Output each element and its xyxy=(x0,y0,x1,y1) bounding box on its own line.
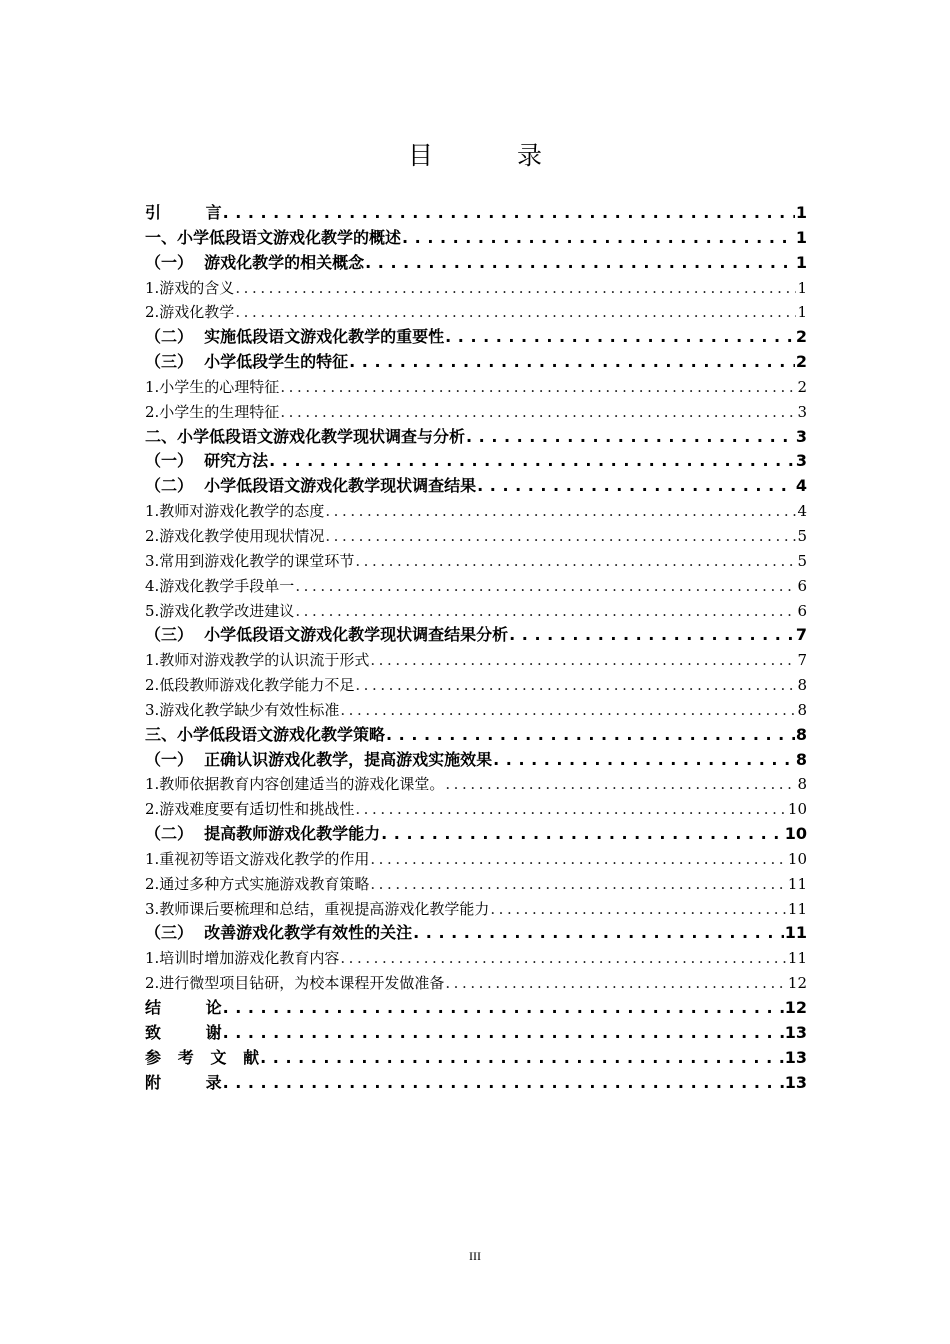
page-number: III xyxy=(469,1249,481,1263)
toc-entry[interactable] xyxy=(145,276,807,301)
toc-leader-dots xyxy=(355,673,796,698)
toc-entry[interactable] xyxy=(145,897,807,922)
toc-leader-dots xyxy=(260,1046,784,1071)
toc-entry-page: 1 xyxy=(795,203,807,222)
toc-leader-dots xyxy=(445,772,796,797)
toc-entry-page: 10 xyxy=(787,800,807,819)
toc-leader-dots xyxy=(370,648,796,673)
toc-leader-dots xyxy=(269,449,795,474)
toc-entry-page: 1 xyxy=(795,252,807,272)
toc-entry-title: （三） 改善游戏化教学有效性的关注 xyxy=(145,923,413,943)
toc-entry-title: 1.游戏的含义 xyxy=(145,278,235,297)
toc-entry-title: 一、小学低段语文游戏化教学的概述 xyxy=(145,227,402,247)
toc-entry[interactable] xyxy=(145,300,807,325)
toc-entry-title: 3.常用到游戏化教学的课堂环节 xyxy=(145,551,355,570)
toc-leader-dots xyxy=(295,574,796,599)
toc-entry[interactable] xyxy=(145,1071,807,1096)
toc-entry-title: （二） 实施低段语文游戏化教学的重要性 xyxy=(145,327,445,347)
toc-entry-title: 2.低段教师游戏化教学能力不足 xyxy=(145,676,355,695)
toc-entry[interactable] xyxy=(145,946,807,971)
toc-leader-dots xyxy=(223,1021,784,1046)
toc-entry[interactable] xyxy=(145,599,807,624)
toc-entry-title: 3.教师课后要梳理和总结，重视提高游戏化教学能力 xyxy=(145,899,490,918)
toc-leader-dots xyxy=(509,623,795,648)
toc-entry-page: 3 xyxy=(795,426,807,446)
toc-leader-dots xyxy=(355,549,796,574)
page-title: 目 录 xyxy=(408,141,580,170)
toc-entry-page: 13 xyxy=(784,1022,807,1042)
toc-entry-page: 2 xyxy=(795,352,807,372)
toc-entry-title: （三） 小学低段学生的特征 xyxy=(145,352,349,372)
toc-entry-page: 11 xyxy=(787,899,807,918)
toc-entry-title: 2.通过多种方式实施游戏教育策略 xyxy=(145,874,370,893)
toc-entry[interactable] xyxy=(145,921,807,946)
toc-entry[interactable] xyxy=(145,723,807,748)
toc-entry[interactable] xyxy=(145,698,807,723)
toc-entry-page: 13 xyxy=(784,1047,807,1067)
toc-leader-dots xyxy=(295,599,796,624)
toc-leader-dots xyxy=(340,698,796,723)
toc-entry-page: 12 xyxy=(784,998,807,1017)
toc-entry-page: 8 xyxy=(795,724,807,744)
toc-leader-dots xyxy=(466,425,795,450)
toc-entry-page: 1 xyxy=(797,303,807,322)
toc-entry-title: 1.教师依据教育内容创建适当的游戏化课堂。 xyxy=(145,775,445,794)
toc-leader-dots xyxy=(325,524,796,549)
toc-entry-page: 8 xyxy=(797,775,807,794)
toc-leader-dots xyxy=(445,325,795,350)
toc-entry-page: 11 xyxy=(784,923,807,943)
toc-entry-page: 4 xyxy=(797,502,807,521)
toc-entry-page: 10 xyxy=(784,824,807,844)
toc-entry-page: 3 xyxy=(797,402,807,421)
toc-entry[interactable] xyxy=(145,748,807,773)
toc-entry[interactable] xyxy=(145,400,807,425)
toc-entry-page: 3 xyxy=(795,451,807,471)
toc-leader-dots xyxy=(349,350,795,375)
toc-entry-title: （二） 提高教师游戏化教学能力 xyxy=(145,824,381,844)
toc-leader-dots xyxy=(223,996,784,1021)
toc-entry[interactable] xyxy=(145,822,807,847)
toc-leader-dots xyxy=(477,474,795,499)
toc-leader-dots xyxy=(235,300,796,325)
toc-leader-dots xyxy=(355,797,787,822)
toc-entry-title: 二、小学低段语文游戏化教学现状调查与分析 xyxy=(145,426,466,446)
toc-entry-page: 8 xyxy=(797,676,807,695)
toc-entry[interactable] xyxy=(145,449,807,474)
toc-entry-title: （二） 小学低段语文游戏化教学现状调查结果 xyxy=(145,476,477,496)
toc-entry-title: 4.游戏化教学手段单一 xyxy=(145,576,295,595)
toc-entry-title: （一） 研究方法 xyxy=(145,451,269,471)
toc-entry[interactable] xyxy=(145,425,807,450)
toc-entry-page: 12 xyxy=(787,974,807,993)
toc-entry-page: 11 xyxy=(787,874,807,893)
toc-entry-title: 2.游戏化教学使用现状情况 xyxy=(145,526,325,545)
toc-leader-dots xyxy=(223,201,795,226)
toc-entry-title: 1.重视初等语文游戏化教学的作用 xyxy=(145,849,370,868)
toc-leader-dots xyxy=(235,276,796,301)
toc-entry-title: 5.游戏化教学改进建议 xyxy=(145,601,295,620)
toc-entry-title: 2.进行微型项目钻研，为校本课程开发做准备 xyxy=(145,974,445,993)
toc-entry-title: 引 言 xyxy=(145,203,222,222)
toc-entry[interactable] xyxy=(145,872,807,897)
toc-entry[interactable] xyxy=(145,251,807,276)
toc-leader-dots xyxy=(413,921,784,946)
toc-entry-title: （三） 小学低段语文游戏化教学现状调查结果分析 xyxy=(145,625,509,645)
toc-entry[interactable] xyxy=(145,375,807,400)
toc-entry[interactable] xyxy=(145,797,807,822)
toc-entry-page: 7 xyxy=(795,625,807,645)
toc-entry-title: 2.游戏化教学 xyxy=(145,303,235,322)
toc-entry-title: 2.游戏难度要有适切性和挑战性 xyxy=(145,800,355,819)
toc-entry-title: （一） 正确认识游戏化教学，提高游戏实施效果 xyxy=(145,749,493,769)
toc-entry-page: 2 xyxy=(797,377,807,396)
toc-entry-title: 参 考 文 献 xyxy=(145,1047,260,1067)
toc-leader-dots xyxy=(402,226,795,251)
toc-leader-dots xyxy=(340,946,787,971)
toc-entry-page: 8 xyxy=(795,749,807,769)
toc-entry-page: 5 xyxy=(797,526,807,545)
toc-entry-page: 6 xyxy=(797,601,807,620)
toc-entry-page: 1 xyxy=(795,227,807,247)
toc-entry[interactable] xyxy=(145,648,807,673)
toc-entry-page: 1 xyxy=(797,278,807,297)
toc-entry-page: 6 xyxy=(797,576,807,595)
toc-entry[interactable] xyxy=(145,474,807,499)
toc-entry-title: 1.小学生的心理特征 xyxy=(145,377,280,396)
toc-entry-title: 2.小学生的生理特征 xyxy=(145,402,280,421)
toc-entry-title: 1.培训时增加游戏化教育内容 xyxy=(145,949,340,968)
toc-entry-page: 11 xyxy=(787,949,807,968)
toc-entry[interactable] xyxy=(145,847,807,872)
toc-entry[interactable] xyxy=(145,350,807,375)
toc-entry-page: 4 xyxy=(795,476,807,496)
toc-leader-dots xyxy=(280,400,796,425)
toc-entry-title: 结 论 xyxy=(145,998,222,1017)
toc-entry[interactable] xyxy=(145,996,807,1021)
toc-entry[interactable] xyxy=(145,623,807,648)
toc-leader-dots xyxy=(370,847,787,872)
toc-leader-dots xyxy=(280,375,796,400)
toc-entry[interactable] xyxy=(145,971,807,996)
toc-entry[interactable] xyxy=(145,499,807,524)
toc-entry-title: 1.教师对游戏教学的认识流于形式 xyxy=(145,651,370,670)
toc-entry-page: 7 xyxy=(797,651,807,670)
toc-entry-title: 三、小学低段语文游戏化教学策略 xyxy=(145,724,386,744)
toc-entry-title: 致 谢 xyxy=(145,1022,222,1042)
toc-leader-dots xyxy=(493,748,795,773)
toc-leader-dots xyxy=(370,872,787,897)
toc-leader-dots xyxy=(223,1071,784,1096)
toc-entry-title: 1.教师对游戏化教学的态度 xyxy=(145,502,325,521)
toc-entry[interactable] xyxy=(145,574,807,599)
toc-leader-dots xyxy=(386,723,795,748)
toc-entry-page: 5 xyxy=(797,551,807,570)
toc-entry-title: 附 录 xyxy=(145,1072,222,1092)
toc-entry[interactable] xyxy=(145,673,807,698)
toc-leader-dots xyxy=(445,971,787,996)
toc-entry-page: 8 xyxy=(797,700,807,719)
toc-entry[interactable] xyxy=(145,524,807,549)
toc-entry[interactable] xyxy=(145,226,807,251)
toc-entry-page: 2 xyxy=(795,327,807,347)
toc-entry-title: （一） 游戏化教学的相关概念 xyxy=(145,252,365,272)
toc-entry-page: 10 xyxy=(787,849,807,868)
toc-entry[interactable] xyxy=(145,201,807,226)
toc-leader-dots xyxy=(365,251,795,276)
toc-leader-dots xyxy=(381,822,784,847)
toc-entry[interactable] xyxy=(145,1046,807,1071)
toc-entry-title: 3.游戏化教学缺少有效性标准 xyxy=(145,700,340,719)
toc-entry[interactable] xyxy=(145,772,807,797)
toc-leader-dots xyxy=(325,499,796,524)
toc-entry[interactable] xyxy=(145,1021,807,1046)
toc-leader-dots xyxy=(490,897,787,922)
toc-entry[interactable] xyxy=(145,325,807,350)
table-of-contents xyxy=(145,201,807,1095)
toc-entry-page: 13 xyxy=(784,1072,807,1092)
toc-entry[interactable] xyxy=(145,549,807,574)
